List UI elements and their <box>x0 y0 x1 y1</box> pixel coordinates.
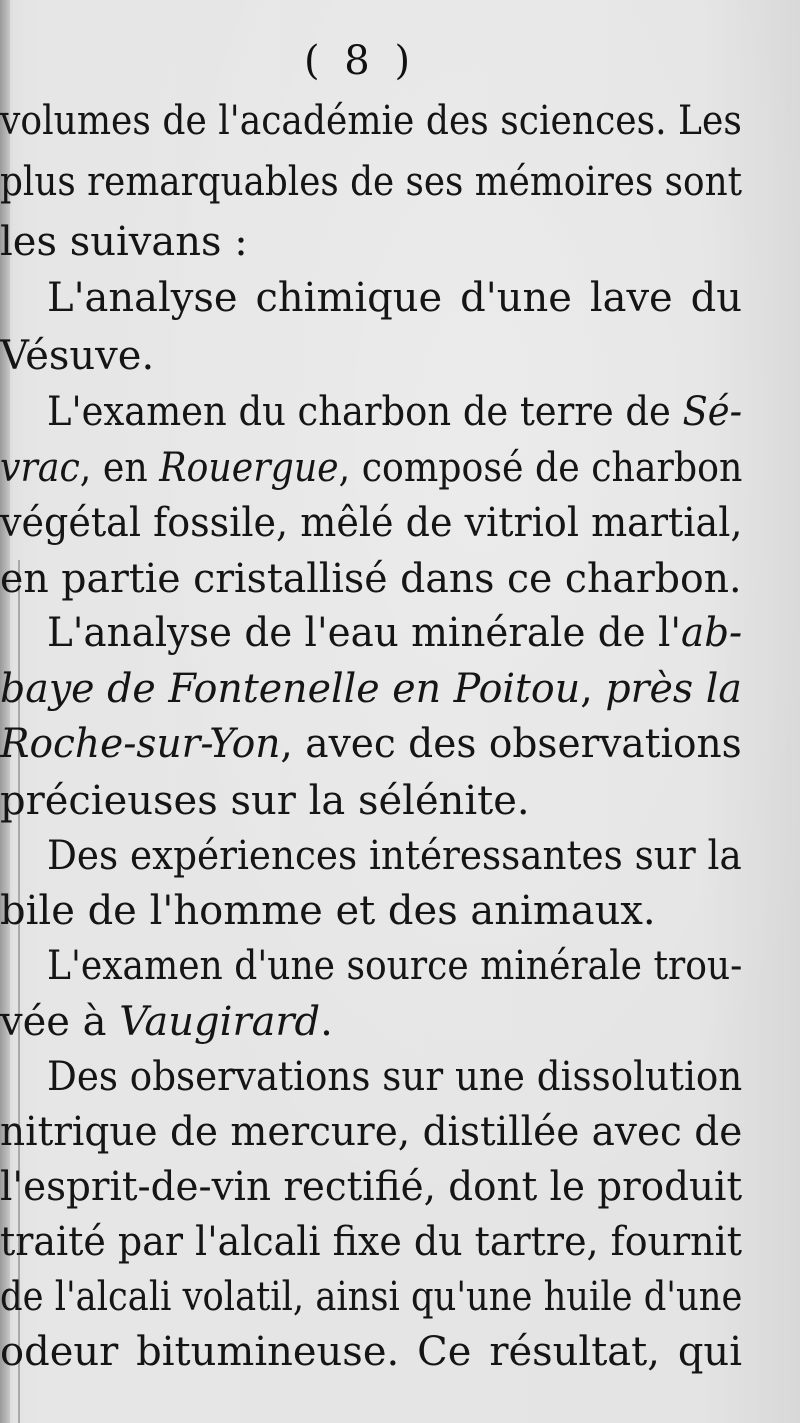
text-line <box>0 718 742 770</box>
italic-text: près la <box>605 666 742 712</box>
text-line <box>47 386 743 438</box>
text-line: bile de l'homme et des animaux. <box>0 888 656 934</box>
page-number: ( 8 ) <box>303 38 417 84</box>
italic-text: Roche-sur-Yon <box>0 721 281 767</box>
text-line: plus remarquables de ses mémoires sont <box>0 159 742 205</box>
text-line <box>0 996 742 1048</box>
text-line <box>0 442 743 494</box>
text-line: en partie cristallisé dans ce charbon. <box>0 556 742 602</box>
text-segment: vée à <box>0 999 120 1045</box>
italic-text: Sé- <box>682 389 743 435</box>
text-line <box>0 663 742 715</box>
italic-text: vrac <box>0 445 80 491</box>
text-segment: , <box>580 666 606 712</box>
text-segment: L'analyse de l'eau minérale de l' <box>47 610 682 656</box>
italic-text: Rouergue <box>159 445 339 491</box>
text-line: Des expériences intéressantes sur la <box>47 833 742 879</box>
text-line: de l'alcali volatil, ainsi qu'une huile d'une <box>0 1274 743 1320</box>
text-line: Des observations sur une dissolution <box>47 1054 743 1100</box>
text-line: l'esprit-de-vin rectifié, dont le produit <box>0 1164 743 1210</box>
text-line: volumes de l'académie des sciences. Les <box>0 98 742 144</box>
italic-text: baye de Fontenelle en Poitou <box>0 666 581 712</box>
text-line: L'analyse chimique d'une lave du <box>47 275 742 321</box>
text-segment: , composé de charbon <box>338 445 743 491</box>
text-segment: , avec des observations <box>280 721 742 767</box>
text-line: précieuses sur la sélénite. <box>0 778 530 824</box>
text-line: végétal fossile, mêlé de vitriol martial, <box>0 500 743 546</box>
text-line: traité par l'alcali fixe du tartre, fournit <box>0 1219 742 1265</box>
text-line: Vésuve. <box>0 333 155 379</box>
text-segment: , en <box>79 445 160 491</box>
text-line <box>47 607 743 659</box>
text-segment: L'examen du charbon de terre de <box>47 389 683 435</box>
italic-text: Vaugirard <box>119 999 321 1045</box>
text-line: nitrique de mercure, distillée avec de <box>0 1109 743 1155</box>
text-line: odeur bitumineuse. Ce résultat, qui <box>0 1329 742 1375</box>
text-line: les suivans : <box>0 219 248 265</box>
text-segment: . <box>320 999 333 1045</box>
italic-text: ab- <box>681 610 743 656</box>
text-line: L'examen d'une source minérale trou- <box>47 943 743 989</box>
